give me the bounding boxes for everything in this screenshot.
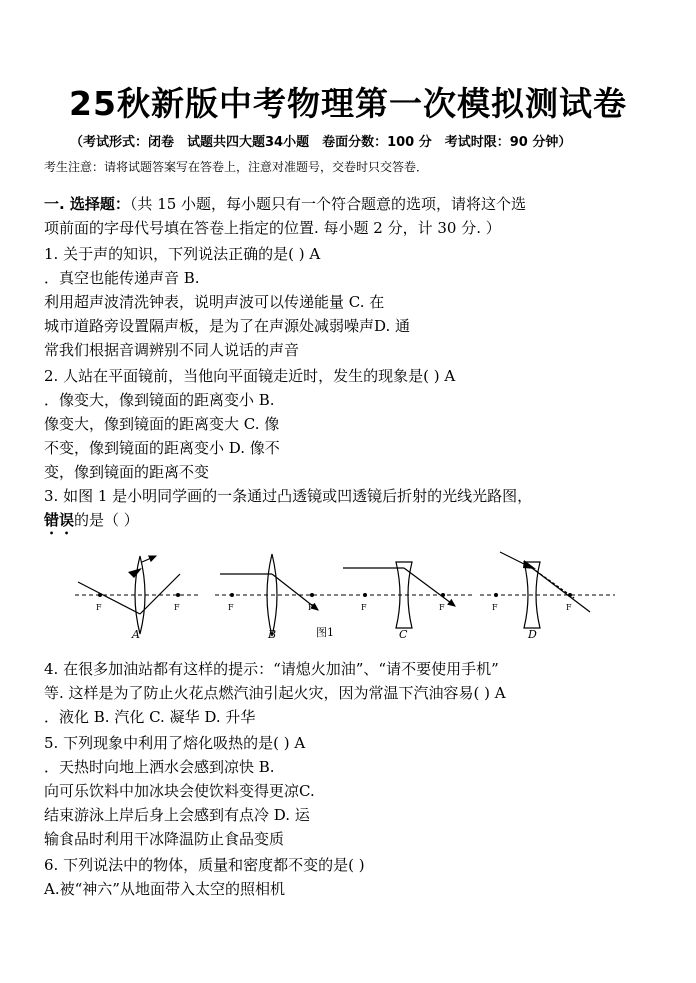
q3-line2-rest: 的是（ ）	[74, 511, 139, 529]
q4-line3: ．液化 B. 汽化 C. 凝华 D. 升华	[44, 708, 256, 726]
exam-notice: 考生注意：请将试题答案写在答卷上，注意对准题号，交卷时只交答卷．	[44, 160, 429, 174]
q2-line3: 像变大，像到镜面的距离变大 C. 像	[44, 415, 280, 433]
q6-line2: A.被“神六”从地面带入太空的照相机	[44, 880, 285, 898]
figure-1-lens-diagrams	[60, 538, 620, 648]
q1-line5: 常我们根据音调辨别不同人说话的声音	[44, 341, 300, 359]
section1-desc-line1: （共 15 小题，每小题只有一个符合题意的选项，请将这个选	[129, 195, 527, 213]
q2-line2: ．像变大，像到镜面的距离变小 B.	[44, 391, 275, 409]
panel-c-focus-left: F	[361, 603, 367, 612]
panel-c-concave-lens	[342, 562, 475, 641]
q1-line4: 城市道路旁设置隔声板，是为了在声源处减弱噪声D. 通	[44, 317, 411, 335]
panel-a-focus-left: F	[96, 603, 102, 612]
q6-line1: 6. 下列说法中的物体，质量和密度都不变的是( )	[44, 856, 365, 874]
section1-desc-line2: 项前面的字母代号填在答卷上指定的位置. 每小题 2 分，计 30 分. ）	[44, 219, 501, 237]
q2-line1: 2. 人站在平面镜前，当他向平面镜走近时，发生的现象是( ) A	[44, 367, 456, 385]
page-title: 25秋新版中考物理第一次模拟测试卷	[69, 84, 627, 123]
panel-d-focus-left: F	[492, 603, 498, 612]
q4-line2: 等. 这样是为了防止火花点燃汽油引起火灾，因为常温下汽油容易( ) A	[44, 684, 506, 702]
panel-a-label: A	[132, 628, 140, 641]
q5-line3: 向可乐饮料中加冰块会使饮料变得更凉C.	[44, 782, 315, 800]
q5-line4: 结束游泳上岸后身上会感到有点冷 D. 运	[44, 806, 310, 824]
panel-b-focus-left: F	[228, 603, 234, 612]
q1-line2: ．真空也能传递声音 B.	[44, 269, 200, 287]
q2-line5: 变，像到镜面的距离不变	[44, 463, 210, 481]
q3-line2	[44, 509, 139, 538]
panel-b-focus-right: F	[308, 603, 314, 612]
panel-a-focus-right: F	[174, 603, 180, 612]
section1-heading: 一. 选择题：	[44, 195, 130, 213]
panel-c-label: C	[399, 628, 408, 641]
exam-info: （考试形式：闭卷 试题共四大题34小题 卷面分数：100 分 考试时限：90 分钟）	[70, 135, 572, 150]
panel-b-label: B	[268, 628, 277, 641]
q5-line1: 5. 下列现象中利用了熔化吸热的是( ) A	[44, 734, 306, 752]
q4-line1: 4. 在很多加油站都有这样的提示：“请熄火加油”、“请不要使用手机”	[44, 660, 499, 678]
q5-line2: ．天热时向地上洒水会感到凉快 B.	[44, 758, 275, 776]
q1-line1: 1. 关于声的知识，下列说法正确的是( ) A	[44, 245, 321, 263]
panel-d-label: D	[528, 628, 537, 641]
panel-c-focus-right: F	[439, 603, 445, 612]
section1-header	[44, 193, 526, 215]
q5-line5: 输食品时利用干冰降温防止食品变质	[44, 830, 285, 848]
panel-d-focus-right: F	[566, 603, 572, 612]
q2-line4: 不变，像到镜面的距离变小 D. 像不	[44, 439, 280, 457]
panel-d-concave-lens	[480, 552, 615, 641]
figure-caption: 图1	[316, 626, 334, 639]
q3-line1: 3. 如图 1 是小明同学画的一条通过凸透镜或凹透镜后折射的光线光路图，	[44, 487, 533, 505]
q1-line3: 利用超声波清洗钟表，说明声波可以传递能量 C. 在	[44, 293, 385, 311]
panel-a-convex-lens	[75, 556, 200, 641]
q3-emphasis-error: 错误	[44, 511, 75, 529]
